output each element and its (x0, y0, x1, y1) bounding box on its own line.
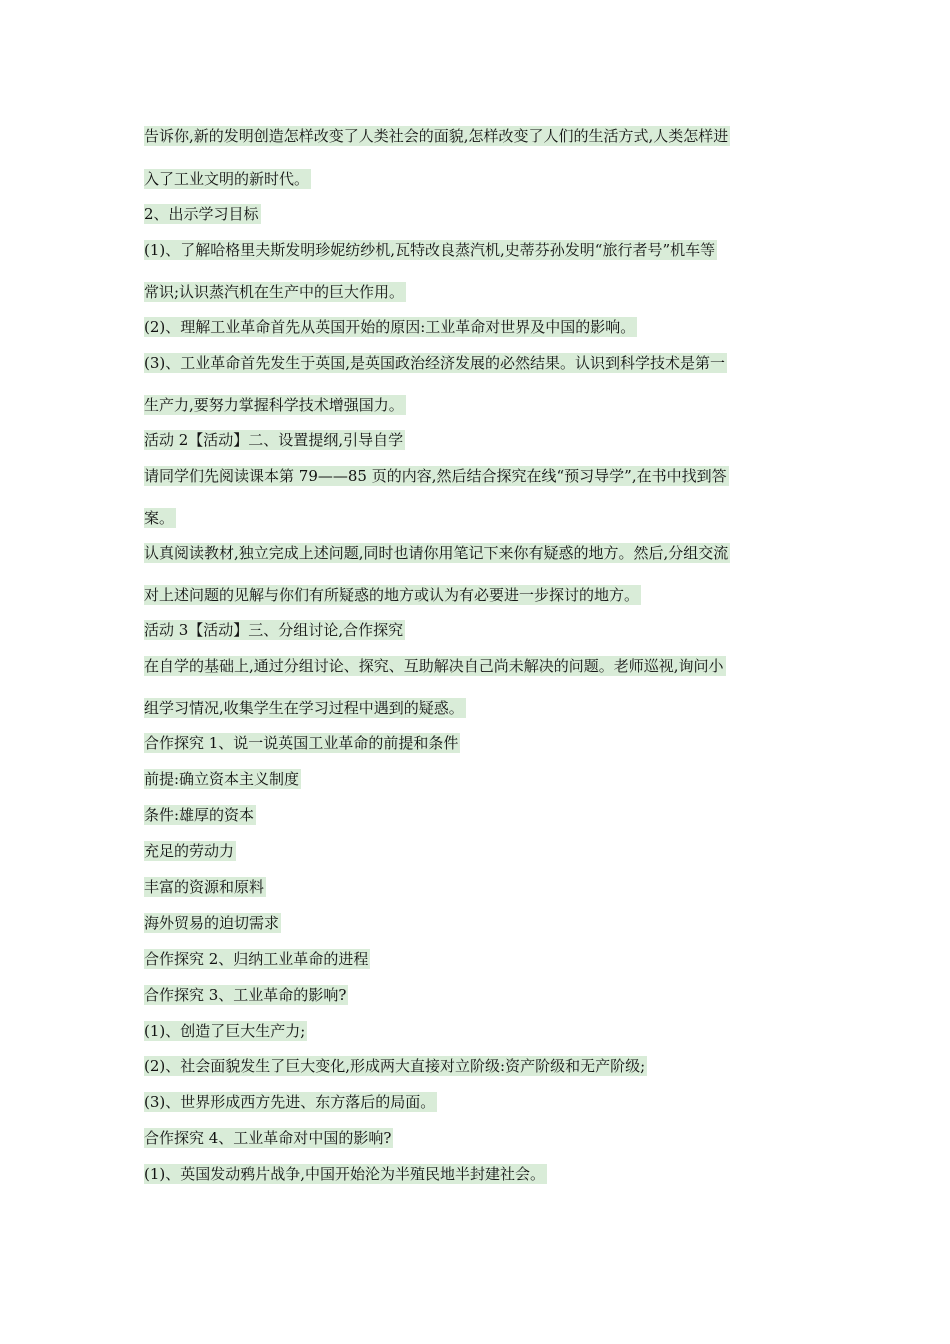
text-line (144, 124, 730, 148)
text-line (144, 1090, 437, 1114)
text-line (144, 1126, 393, 1150)
text-line-content: 组学习情况,收集学生在学习过程中遇到的疑惑。 (144, 699, 464, 717)
text-line (144, 1162, 547, 1186)
text-line-content: 常识;认识蒸汽机在生产中的巨大作用。 (144, 283, 405, 301)
text-line (144, 583, 641, 607)
text-line (144, 351, 727, 375)
text-line (144, 696, 466, 720)
text-line-content: 合作探究 1、说一说英国工业革命的前提和条件 (144, 734, 459, 752)
text-line (144, 618, 405, 642)
text-line-content: 告诉你,新的发明创造怎样改变了人类社会的面貌,怎样改变了人们的生活方式,人类怎样进 (144, 127, 729, 145)
text-line-content: 充足的劳动力 (144, 842, 235, 860)
text-line-content: 合作探究 2、归纳工业革命的进程 (144, 950, 369, 968)
text-line-content: (3)、世界形成西方先进、东方落后的局面。 (144, 1093, 436, 1111)
text-line-content: 合作探究 3、工业革命的影响? (144, 986, 347, 1004)
text-line-content: 案。 (144, 509, 175, 527)
text-line-content: 生产力,要努力掌握科学技术增强国力。 (144, 396, 404, 414)
text-line (144, 875, 266, 899)
text-line-content: 活动 2【活动】二、设置提纲,引导自学 (144, 431, 404, 449)
text-line-content: (2)、理解工业革命首先从英国开始的原因:工业革命对世界及中国的影响。 (144, 318, 636, 336)
text-line-content: 前提:确立资本主义制度 (144, 770, 300, 788)
text-line (144, 947, 370, 971)
text-line-content: 海外贸易的迫切需求 (144, 914, 280, 932)
text-line (144, 280, 406, 304)
text-line-content: 合作探究 4、工业革命对中国的影响? (144, 1129, 392, 1147)
text-line (144, 767, 301, 791)
text-line-content: 请同学们先阅读课本第 79——85 页的内容,然后结合探究在线“预习导学”,在书中找到答 (144, 467, 727, 485)
text-line (144, 1054, 647, 1078)
text-line (144, 911, 281, 935)
text-line-content: 对上述问题的见解与你们有所疑惑的地方或认为有必要进一步探讨的地方。 (144, 586, 640, 604)
text-line-content: 活动 3【活动】三、分组讨论,合作探究 (144, 621, 404, 639)
text-line (144, 315, 637, 339)
text-line (144, 202, 261, 226)
text-line-content: 在自学的基础上,通过分组讨论、探究、互助解决自己尚未解决的问题。老师巡视,询问小 (144, 657, 724, 675)
text-line (144, 506, 176, 530)
text-line-content: (3)、工业革命首先发生于英国,是英国政治经济发展的必然结果。认识到科学技术是第一 (144, 354, 726, 372)
text-line (144, 839, 236, 863)
text-line-content: (1)、了解哈格里夫斯发明珍妮纺纱机,瓦特改良蒸汽机,史蒂芬孙发明“旅行者号”机车等 (144, 241, 716, 259)
text-line-content: 条件:雄厚的资本 (144, 806, 255, 824)
text-line-content: 入了工业文明的新时代。 (144, 170, 310, 188)
text-line-content: 认真阅读教材,独立完成上述问题,同时也请你用笔记下来你有疑惑的地方。然后,分组交流 (144, 544, 729, 562)
text-line-content: (2)、社会面貌发生了巨大变化,形成两大直接对立阶级:资产阶级和无产阶级; (144, 1057, 646, 1075)
text-line (144, 167, 311, 191)
text-line (144, 983, 348, 1007)
text-line-content: 2、出示学习目标 (144, 205, 259, 223)
text-line-content: (1)、英国发动鸦片战争,中国开始沦为半殖民地半封建社会。 (144, 1165, 546, 1183)
text-line (144, 541, 730, 565)
text-line (144, 238, 717, 262)
text-line (144, 1019, 307, 1043)
text-line (144, 803, 256, 827)
text-line-content: (1)、创造了巨大生产力; (144, 1022, 306, 1040)
text-line (144, 654, 726, 678)
text-line (144, 731, 460, 755)
text-line (144, 393, 406, 417)
text-line (144, 464, 729, 488)
text-line (144, 428, 405, 452)
text-line-content: 丰富的资源和原料 (144, 878, 265, 896)
